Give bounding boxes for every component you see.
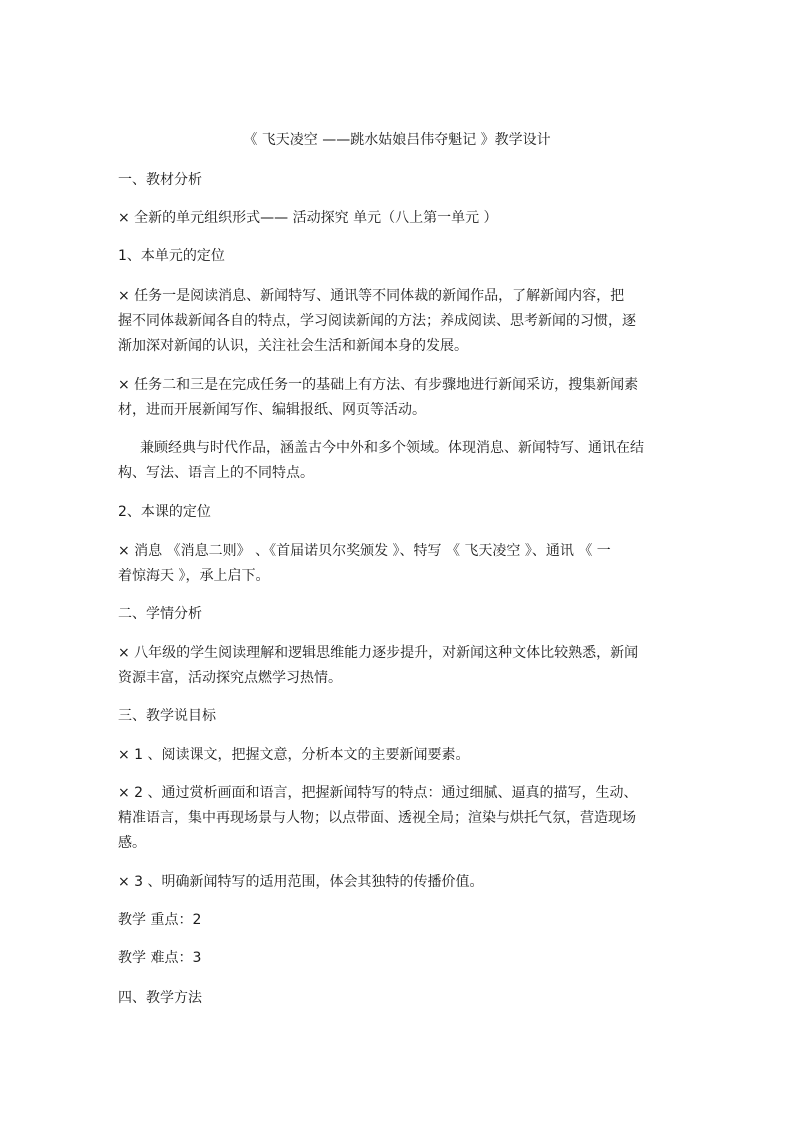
subheading-lesson-position: 2、本课的定位: [118, 504, 211, 520]
paragraph-task-one-line1: × 任务一是阅读消息、新闻特写、通讯等不同体裁的新闻作品，了解新闻内容，把: [118, 288, 625, 304]
paragraph-task-one-line2: 握不同体裁新闻各自的特点，学习阅读新闻的方法；养成阅读、思考新闻的习惯，逐: [118, 313, 636, 329]
objective-3: × 3 、明确新闻特写的适用范围，体会其独特的传播价值。: [118, 874, 484, 890]
paragraph-task-one-line3: 渐加深对新闻的认识，关注社会生活和新闻本身的发展。: [118, 338, 468, 354]
paragraph-learners-line1: × 八年级的学生阅读理解和逻辑思维能力逐步提升，对新闻这种文体比较熟悉，新闻: [118, 645, 639, 661]
teaching-key-point: 教学 重点：2: [118, 912, 202, 928]
teaching-difficulty: 教学 难点：3: [118, 950, 202, 966]
paragraph-lesson-texts-line2: 着惊海天 》，承上启下。: [118, 568, 270, 584]
objective-2-line1: × 2 、通过赏析画面和语言，把握新闻特写的特点：通过细腻、逼真的描写，生动、: [118, 785, 638, 801]
subheading-unit-position: 1、本单元的定位: [118, 248, 225, 264]
objective-2-line2: 精准语言，集中再现场景与人物；以点带面、透视全局；渲染与烘托气氛，营造现场: [118, 810, 636, 826]
objective-1: × 1 、阅读课文，把握文意，分析本文的主要新闻要素。: [118, 747, 470, 763]
paragraph-task-two-line1: × 任务二和三是在完成任务一的基础上有方法、有步骤地进行新闻采访，搜集新闻素: [118, 377, 639, 393]
section-heading-objectives: 三、教学说目标: [118, 708, 216, 724]
section-heading-textbook-analysis: 一、教材分析: [118, 172, 202, 188]
paragraph-classics-line2: 构、写法、语言上的不同特点。: [118, 465, 314, 481]
paragraph-lesson-texts-line1: × 消息 《消息二则》 、《首届诺贝尔奖颁发 》、特写 《 飞天凌空 》、通讯 《 一: [118, 543, 611, 559]
bullet-unit-format: × 全新的单元组织形式—— 活动探究 单元（八上第一单元 ）: [118, 210, 498, 226]
section-heading-methods: 四、教学方法: [118, 990, 202, 1006]
paragraph-learners-line2: 资源丰富，活动探究点燃学习热情。: [118, 670, 342, 686]
paragraph-classics-line1: 兼顾经典与时代作品，涵盖古今中外和多个领域。体现消息、新闻特写、通讯在结: [140, 440, 644, 456]
document-title: 《 飞天凌空 ——跳水姑娘吕伟夺魁记 》教学设计: [243, 132, 551, 148]
objective-2-line3: 感。: [118, 835, 146, 851]
paragraph-task-two-line2: 材，进而开展新闻写作、编辑报纸、网页等活动。: [118, 402, 426, 418]
section-heading-learner-analysis: 二、学情分析: [118, 606, 202, 622]
